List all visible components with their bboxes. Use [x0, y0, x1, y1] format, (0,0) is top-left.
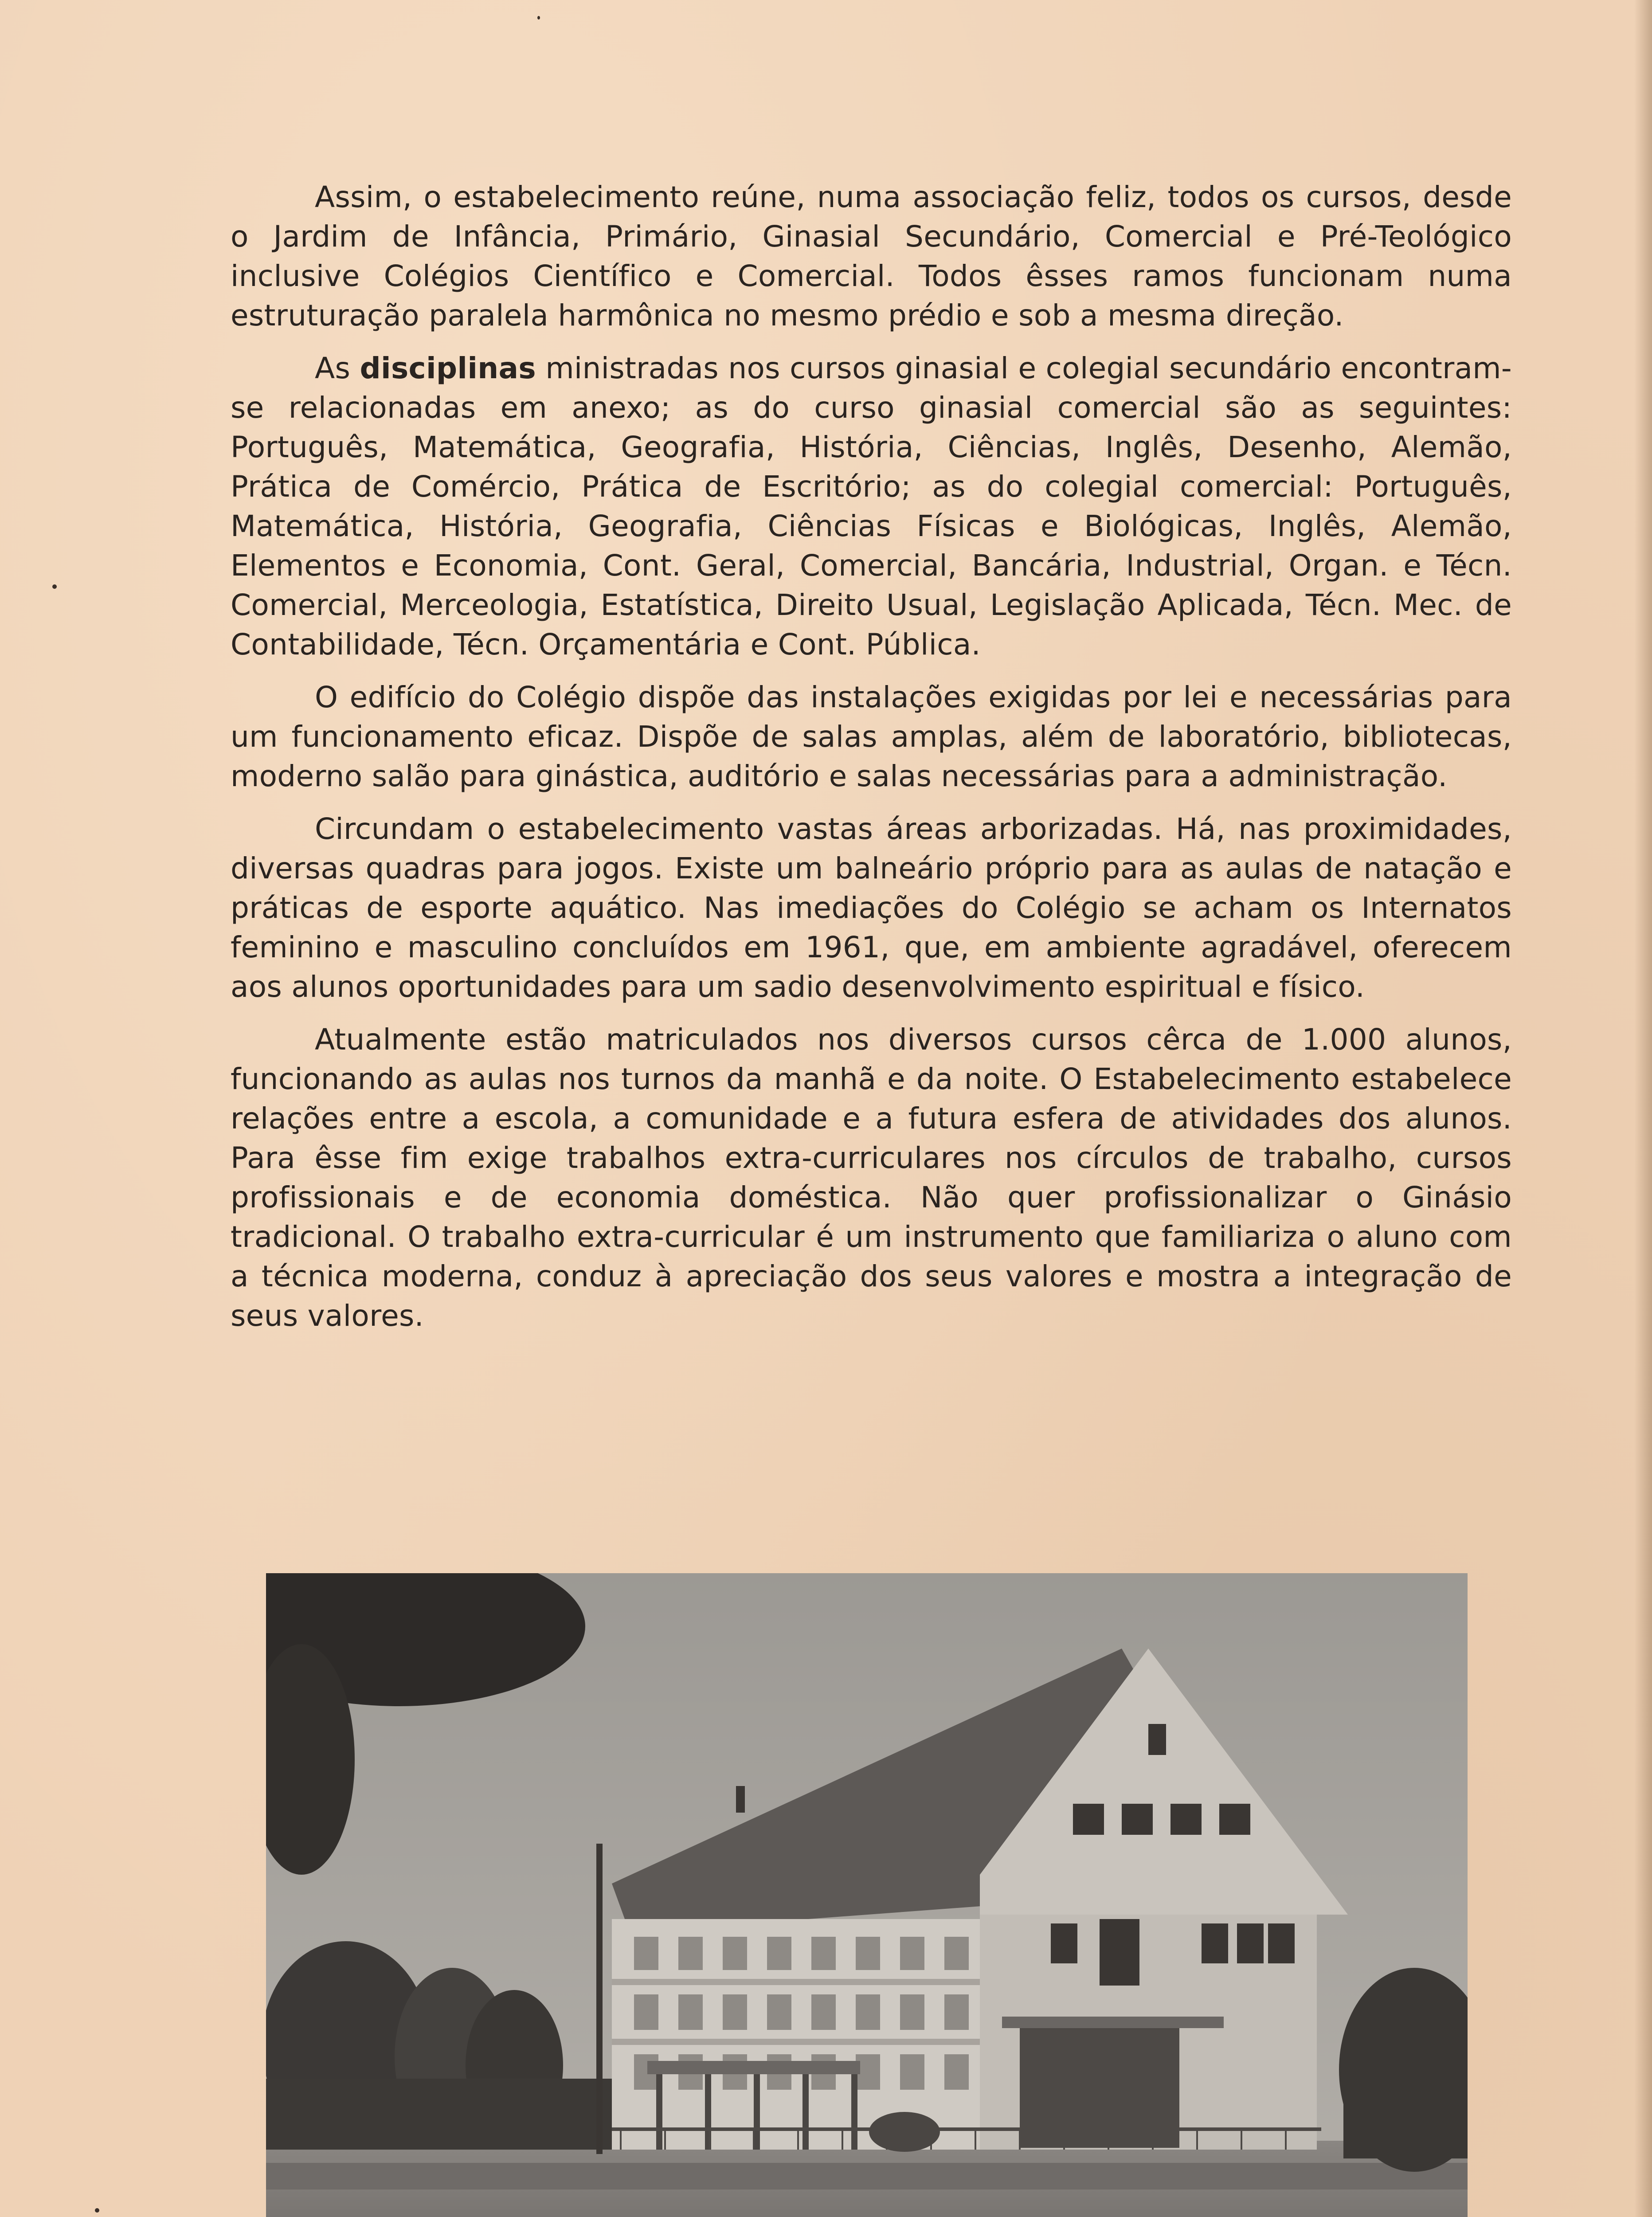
- disciplines-keyword: disciplinas: [360, 351, 536, 385]
- body-text: [231, 177, 1512, 1349]
- paragraph-surroundings: Circundam o estabelecimento vastas áreas arborizadas. Há, nas proximidades, diversas quadras para jogos. Existe um balneário próprio para as aulas de natação e práticas de esporte aquático. Nas imediações do Colégio se acham os Internatos feminino e masculino concluídos em 1961, que, em ambiente agradável, oferecem aos alunos oportunidades para um sadio desenvolvimento espiritual e físico.: [231, 812, 1512, 1004]
- building-photo: [266, 1573, 1468, 2217]
- page-edge-shadow: [1634, 0, 1652, 2217]
- paragraph-disciplines: As disciplinas ministradas nos cursos ginasial e colegial secundário encontram-se relacionadas em anexo; as do curso ginasial comercial são as seguintes: Português, Matemática, Geografia, História, Ciências, Inglês, Desenho, Alemão, Prática de Comércio, Prática de Escritório; as do colegial comercial: Português, Matemática, História, Geografia, Ciências Físicas e Biológicas, Inglês, Alemão, Elementos e Economia, Cont. Geral, Comercial, Bancária, Industrial, Organ. e Técn. Comercial, Merceologia, Estatística, Direito Usual, Legislação Aplicada, Técn. Mec. de Contabilidade, Técn. Orçamentária e Cont. Pública.: [231, 351, 1512, 662]
- print-speck: [537, 16, 540, 20]
- print-speck: [95, 2208, 99, 2213]
- paragraph-building: O edifício do Colégio dispõe das instalações exigidas por lei e necessárias para um funcionamento eficaz. Dispõe de salas amplas, além de laboratório, bibliotecas, moderno salão para ginástica, auditório e salas necessárias para a administração.: [231, 680, 1512, 793]
- paragraph-enrollment: Atualmente estão matriculados nos diversos cursos cêrca de 1.000 alunos, funcionando as aulas nos turnos da manhã e da noite. O Estabelecimento estabelece relações entre a escola, a comunidade e a futura esfera de atividades dos alunos. Para êsse fim exige trabalhos extra-curriculares nos círculos de trabalho, cursos profissionais e de economia doméstica. Não quer profissionalizar o Ginásio tradicional. O trabalho extra-curricular é um instrumento que familiariza o aluno com a técnica moderna, conduz à apreciação dos seus valores e mostra a integração de seus valores.: [231, 1022, 1512, 1333]
- paragraph-courses: Assim, o estabelecimento reúne, numa associação feliz, todos os cursos, desde o Jardim de Infância, Primário, Ginasial Secundário, Comercial e Pré-Teológico inclusive Colégios Científico e Comercial. Todos êsses ramos funcionam numa estruturação paralela harmônica no mesmo prédio e sob a mesma direção.: [231, 180, 1512, 333]
- print-speck: [52, 584, 57, 589]
